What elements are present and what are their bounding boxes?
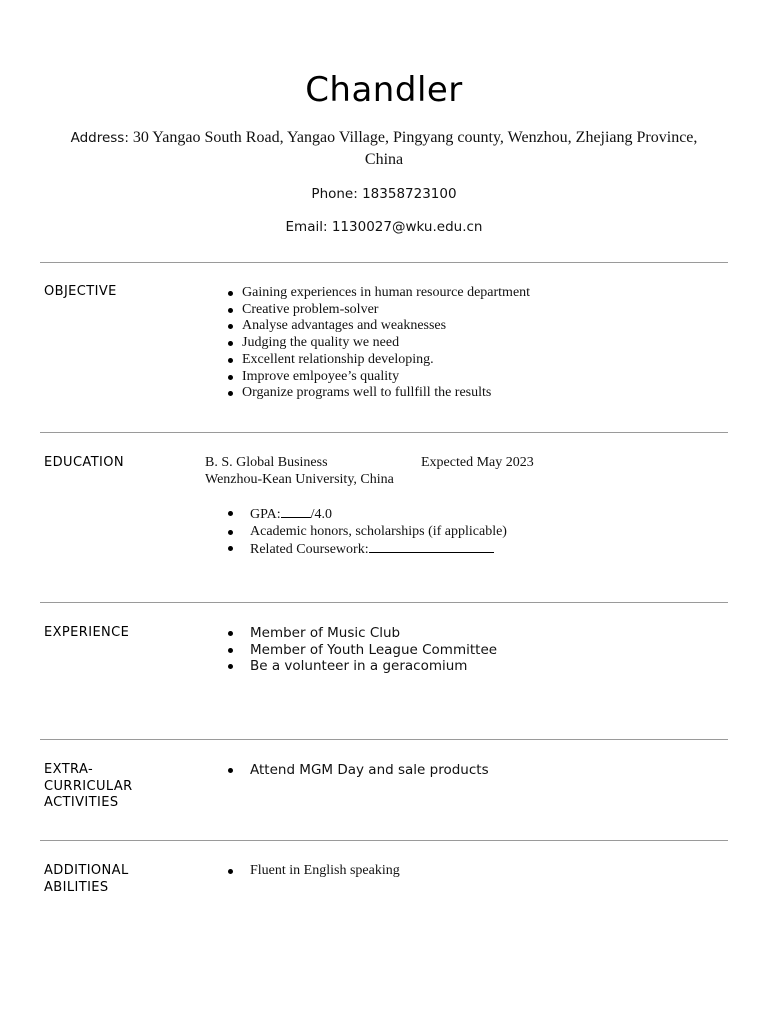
bullet-icon xyxy=(228,291,233,296)
objective-item: Organize programs well to fullfill the results xyxy=(242,385,530,402)
gpa-blank xyxy=(281,505,311,518)
section-divider xyxy=(40,432,728,433)
phone-label: Phone: xyxy=(311,186,358,202)
email-value: 1130027@wku.edu.cn xyxy=(331,219,483,235)
coursework-blank xyxy=(369,540,494,553)
experience-heading: EXPERIENCE xyxy=(44,625,130,640)
additional-heading: ADDITIONAL ABILITIES xyxy=(44,863,129,895)
objective-item: Analyse advantages and weaknesses xyxy=(242,318,530,335)
objective-heading: OBJECTIVE xyxy=(44,284,117,299)
address-value: 30 Yangao South Road, Yangao Village, Pingyang county, Wenzhou, Zhejiang Province, China xyxy=(132,129,698,168)
education-heading: EDUCATION xyxy=(44,455,125,470)
section-divider xyxy=(40,262,728,263)
phone-line xyxy=(0,186,768,202)
bullet-icon xyxy=(228,768,233,773)
experience-item: Be a volunteer in a geracomium xyxy=(250,658,497,675)
experience-item: Member of Music Club xyxy=(250,625,497,642)
resume-name: Chandler xyxy=(305,70,463,110)
bullet-icon xyxy=(228,631,233,636)
bullet-icon xyxy=(228,530,233,535)
experience-item: Member of Youth League Committee xyxy=(250,642,497,659)
email-label: Email: xyxy=(285,219,328,235)
bullet-icon xyxy=(228,375,233,380)
objective-item: Gaining experiences in human resource department xyxy=(242,285,530,302)
additional-list xyxy=(250,863,400,880)
bullet-icon xyxy=(228,341,233,346)
education-item-honors: Academic honors, scholarships (if applicable) xyxy=(250,524,507,541)
experience-list xyxy=(250,625,497,675)
address-line xyxy=(56,127,712,170)
school-name: Wenzhou-Kean University, China xyxy=(205,472,394,487)
extracurricular-heading: EXTRA- CURRICULAR ACTIVITIES xyxy=(44,762,133,810)
objective-item: Improve emlpoyee’s quality xyxy=(242,369,530,386)
address-label: Address: xyxy=(70,130,129,146)
additional-item: Fluent in English speaking xyxy=(250,863,400,880)
expected-date: Expected May 2023 xyxy=(421,455,534,470)
bullet-icon xyxy=(228,664,233,669)
section-divider xyxy=(40,840,728,841)
objective-item: Creative problem-solver xyxy=(242,302,530,319)
degree: B. S. Global Business xyxy=(205,455,328,470)
education-item-coursework: Related Coursework: xyxy=(250,540,507,559)
extracurricular-list xyxy=(250,762,489,779)
bullet-icon xyxy=(228,358,233,363)
bullet-icon xyxy=(228,511,233,516)
education-item-gpa: GPA: /4.0 xyxy=(250,505,507,524)
education-list xyxy=(250,505,507,559)
objective-item: Excellent relationship developing. xyxy=(242,352,530,369)
bullet-icon xyxy=(228,391,233,396)
bullet-icon xyxy=(228,324,233,329)
section-divider xyxy=(40,739,728,740)
bullet-icon xyxy=(228,648,233,653)
section-divider xyxy=(40,602,728,603)
objective-item: Judging the quality we need xyxy=(242,335,530,352)
bullet-icon xyxy=(228,308,233,313)
objective-list xyxy=(242,285,530,402)
phone-value: 18358723100 xyxy=(362,186,457,202)
email-line xyxy=(0,219,768,235)
bullet-icon xyxy=(228,546,233,551)
bullet-icon xyxy=(228,869,233,874)
extracurricular-item: Attend MGM Day and sale products xyxy=(250,762,489,779)
